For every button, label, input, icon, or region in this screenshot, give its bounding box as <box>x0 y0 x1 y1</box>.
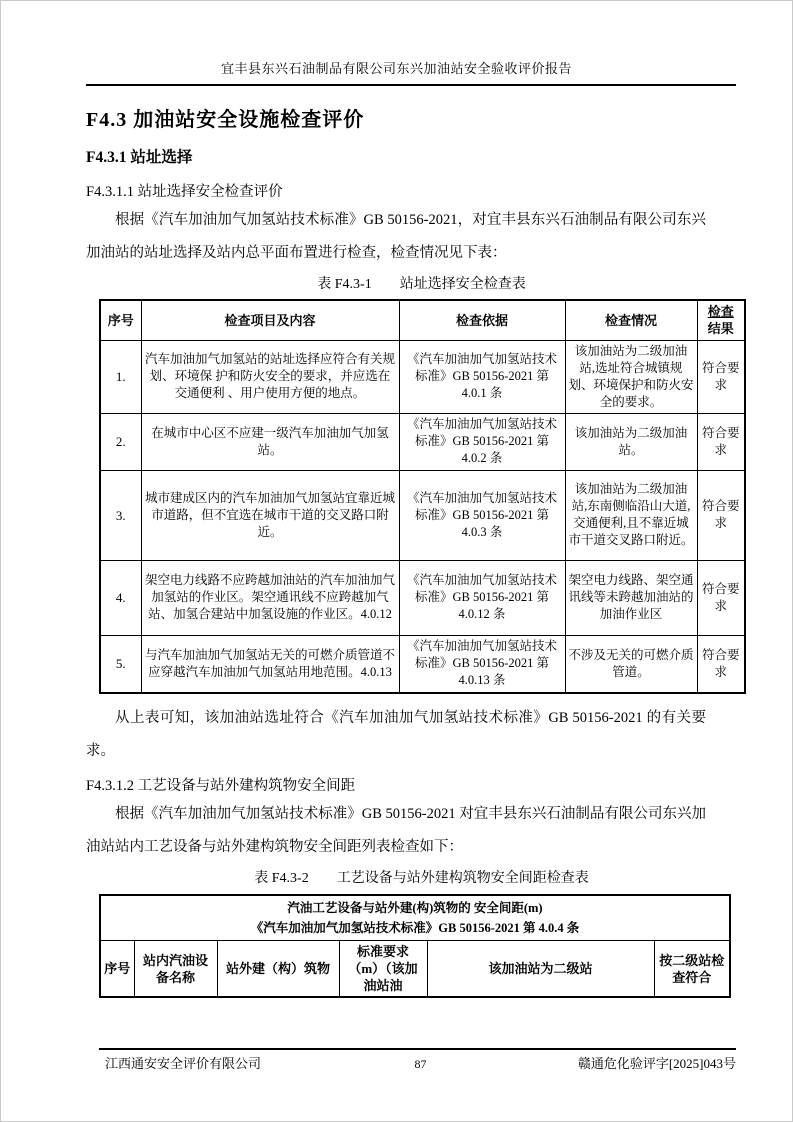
footer-page-number: 87 <box>414 1057 427 1071</box>
col-header-situation: 检查情况 <box>565 300 697 340</box>
cell-result: 符合要求 <box>697 560 745 635</box>
col-header-no: 序号 <box>100 941 134 998</box>
cell-result: 符合要求 <box>697 470 745 560</box>
header-rule <box>86 84 736 86</box>
cell-basis: 《汽车加油加气加氢站技术标准》GB 50156-2021 第 4.0.12 条 <box>399 560 565 635</box>
paragraph-intro: 根据《汽车加油加气加氢站技术标准》GB 50156-2021，对宜丰县东兴石油制品有限公司东兴加油站的站址选择及站内总平面布置进行检查，检查情况见下表： <box>86 212 706 261</box>
cell-basis: 《汽车加油加气加氢站技术标准》GB 50156-2021 第 4.0.3 条 <box>399 470 565 560</box>
col-header-level: 该加油站为二级站 <box>427 941 654 998</box>
cell-item: 汽车加油加气加氢站的站址选择应符合有关规划、环境保 护和防火安全的要求，并应选在交通便利 、用户使用方便的地点。 <box>141 340 399 413</box>
table-row <box>100 635 745 693</box>
cell-result: 符合要求 <box>697 413 745 470</box>
col-header-result <box>697 300 745 340</box>
footer-company: 江西通安安全评价有限公司 <box>105 1056 262 1071</box>
cell-basis: 《汽车加油加气加氢站技术标准》GB 50156-2021 第 4.0.1 条 <box>399 340 565 413</box>
cell-item: 与汽车加油加气加氢站无关的可燃介质管道不应穿越汽车加油加气加氢站用地范围。4.0.13 <box>141 635 399 693</box>
paragraph-conclusion: 从上表可知，该加油站选址符合《汽车加油加气加氢站技术标准》GB 50156-2021 的有关要求。 <box>86 710 706 759</box>
table2-caption-label: 表 F4.3-2 <box>254 871 309 886</box>
cell-result: 符合要求 <box>697 340 745 413</box>
table1-caption <box>99 273 744 297</box>
cell-no: 5. <box>100 635 141 693</box>
cell-situation: 该加油站为二级加油站,选址符合城镇规划、环境保护和防火安全的要求。 <box>565 340 697 413</box>
table2-merged-header-line2: 《汽车加油加气加氢站技术标准》GB 50156-2021 第 4.0.4 条 <box>250 921 580 935</box>
safety-distance-check-table <box>99 894 731 998</box>
cell-situation: 该加油站为二级加油站。 <box>565 413 697 470</box>
running-header: 宜丰县东兴石油制品有限公司东兴加油站安全验收评价报告 <box>220 61 572 76</box>
table-row <box>100 413 745 470</box>
table2-caption <box>99 867 744 891</box>
subsubsection-title-1: F4.3.1.1 站址选择安全检查评价 <box>86 184 283 200</box>
footer-doc-number: 赣通危化验评字[2025]043号 <box>577 1056 736 1071</box>
table-row <box>100 470 745 560</box>
subsection-title: F4.3.1 站址选择 <box>86 149 193 166</box>
col-header-result-line1: 检查 <box>707 304 734 320</box>
table2-header-row <box>100 941 730 998</box>
site-selection-check-table <box>99 299 746 694</box>
table-row <box>100 560 745 635</box>
col-header-basis: 检查依据 <box>399 300 565 340</box>
cell-item: 城市建成区内的汽车加油加气加氢站宜靠近城市道路，但不宜选在城市干道的交叉路口附近。 <box>141 470 399 560</box>
cell-item: 在城市中心区不应建一级汽车加油加气加氢站。 <box>141 413 399 470</box>
cell-basis: 《汽车加油加气加氢站技术标准》GB 50156-2021 第 4.0.13 条 <box>399 635 565 693</box>
cell-situation: 不涉及无关的可燃介质管道。 <box>565 635 697 693</box>
cell-situation: 架空电力线路、架空通讯线等未跨越加油站的加油作业区 <box>565 560 697 635</box>
page-footer <box>1 1048 793 1072</box>
cell-no: 3. <box>100 470 141 560</box>
col-header-no: 序号 <box>100 300 141 340</box>
footer-rule <box>99 1048 736 1050</box>
subsubsection-title-2: F4.3.1.2 工艺设备与站外建构筑物安全间距 <box>86 778 356 794</box>
table-row <box>100 340 745 413</box>
table2-merged-header <box>100 895 730 941</box>
cell-no: 4. <box>100 560 141 635</box>
cell-no: 2. <box>100 413 141 470</box>
cell-item: 架空电力线路不应跨越加油站的汽车加油加气加氢站的作业区。架空通讯线不应跨越加气站、加氢合建站中加氢设施的作业区。4.0.12 <box>141 560 399 635</box>
col-header-result-line2: 结果 <box>707 321 734 337</box>
paragraph-intro-2: 根据《汽车加油加气加氢站技术标准》GB 50156-2021 对宜丰县东兴石油制品有限公司东兴加油站站内工艺设备与站外建构筑物安全间距列表检查如下： <box>86 806 706 855</box>
cell-situation: 该加油站为二级加油站,东南侧临沿山大道,交通便利,且不靠近城市干道交叉路口附近。 <box>565 470 697 560</box>
table2-merged-header-row <box>100 895 730 941</box>
cell-no: 1. <box>100 340 141 413</box>
cell-basis: 《汽车加油加气加氢站技术标准》GB 50156-2021 第 4.0.2 条 <box>399 413 565 470</box>
col-header-building: 站外建（构）筑物 <box>217 941 339 998</box>
cell-result: 符合要求 <box>697 635 745 693</box>
col-header-item: 检查项目及内容 <box>141 300 399 340</box>
table1-caption-title: 站址选择安全检查表 <box>399 277 526 292</box>
col-header-check: 按二级站检查符合 <box>654 941 730 998</box>
table2-merged-header-line1: 汽油工艺设备与站外建(构)筑物的 安全间距(m) <box>287 901 543 915</box>
table1-caption-label: 表 F4.3-1 <box>317 277 372 292</box>
col-header-equipment: 站内汽油设备名称 <box>134 941 217 998</box>
section-title: F4.3 加油站安全设施检查评价 <box>86 109 365 131</box>
table2-caption-title: 工艺设备与站外建构筑物安全间距检查表 <box>336 871 589 886</box>
col-header-standard: 标准要求（m）（该加油站油 <box>339 941 427 998</box>
table-header-row <box>100 300 745 340</box>
